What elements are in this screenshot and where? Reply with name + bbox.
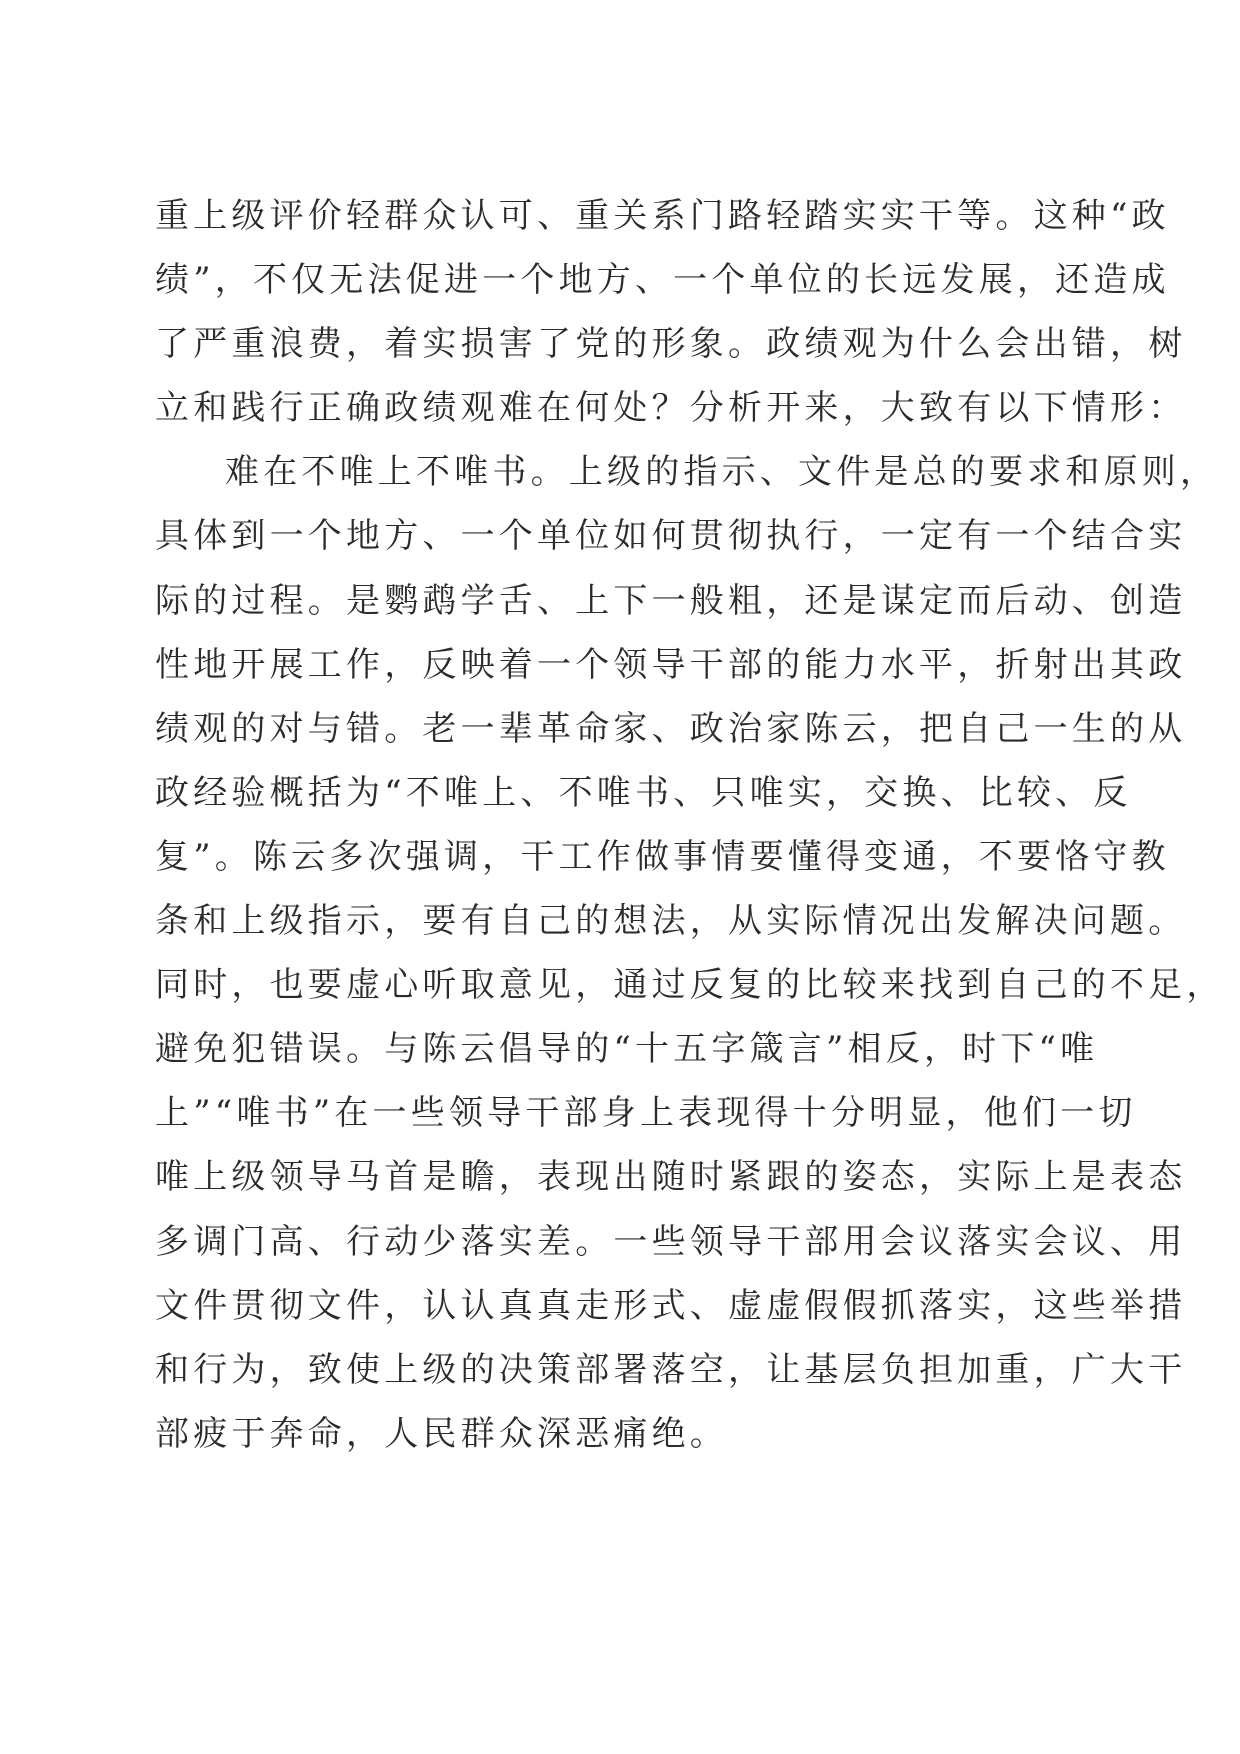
paragraph-start-line: 难在不唯上不唯书。上级的指示、文件是总的要求和原则， [225,452,1219,493]
text-line: 同时，也要虚心听取意见，通过反复的比较来找到自己的不足， [155,965,1225,1006]
text-line: 和行为，致使上级的决策部署落空，让基层负担加重，广大干 [155,1349,1187,1390]
text-line: 复”。陈云多次强调，干工作做事情要懂得变通，不要恪守教 [155,836,1170,877]
text-line: 立和践行正确政绩观难在何处？分析开来，大致有以下情形： [155,388,1187,429]
text-line: 绩”，不仅无法促进一个地方、一个单位的长远发展，还造成 [155,260,1170,301]
text-line: 条和上级指示，要有自己的想法，从实际情况出发解决问题。 [155,901,1187,942]
text-line: 避免犯错误。与陈云倡导的“十五字箴言”相反，时下“唯 [155,1029,1099,1070]
text-line: 上”“唯书”在一些领导干部身上表现得十分明显，他们一切 [155,1093,1137,1134]
text-line: 际的过程。是鹦鹉学舌、上下一般粗，还是谋定而后动、创造 [155,580,1187,621]
text-line: 重上级评价轻群众认可、重关系门路轻踏实实干等。这种“政 [155,196,1170,236]
body-text [155,184,1225,1466]
text-line: 性地开展工作，反映着一个领导干部的能力水平，折射出其政 [155,644,1187,685]
text-line: 唯上级领导马首是瞻，表现出随时紧跟的姿态，实际上是表态 [155,1157,1187,1198]
text-line: 政经验概括为“不唯上、不唯书、只唯实，交换、比较、反 [155,772,1132,813]
text-line: 了严重浪费，着实损害了党的形象。政绩观为什么会出错，树 [155,324,1187,365]
text-line: 绩观的对与错。老一辈革命家、政治家陈云，把自己一生的从 [155,708,1187,749]
text-line: 文件贯彻文件，认认真真走形式、虚虚假假抓落实，这些举措 [155,1285,1187,1326]
text-line: 部疲于奔命，人民群众深恶痛绝。 [155,1413,728,1454]
text-line: 多调门高、行动少落实差。一些领导干部用会议落实会议、用 [155,1221,1187,1262]
text-line: 具体到一个地方、一个单位如何贯彻执行，一定有一个结合实 [155,516,1187,557]
